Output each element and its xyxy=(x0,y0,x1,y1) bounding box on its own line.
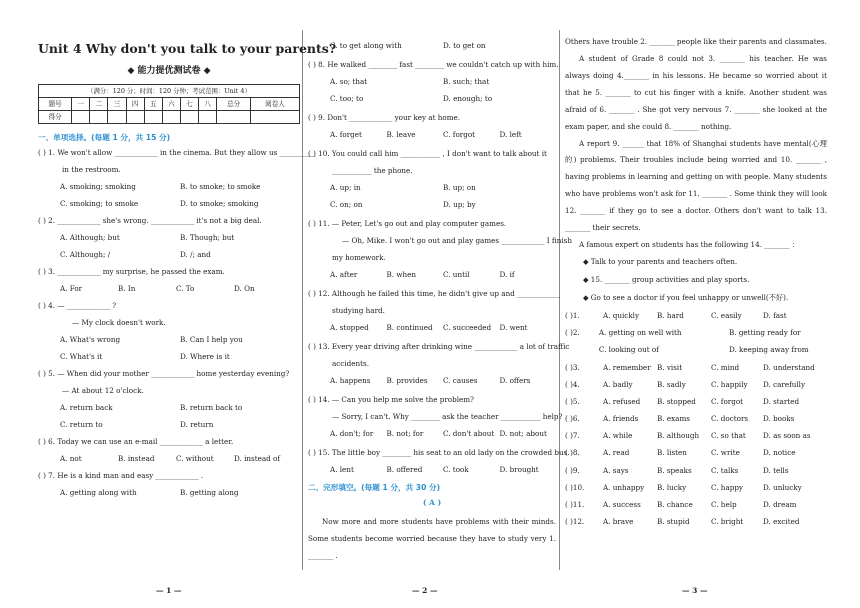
option: A. return back xyxy=(60,403,113,413)
score-cell xyxy=(217,110,251,123)
answer-option: A. quickly xyxy=(603,310,640,320)
option: B. not; for xyxy=(386,429,424,438)
q9-options xyxy=(308,130,556,139)
option: D. offers xyxy=(499,376,531,385)
answer-option: B. exams xyxy=(657,414,690,424)
question-13-cont: accidents. xyxy=(332,359,369,368)
question-8: ( ) 8. He walked ________ fast ________ we couldn't catch up with him. xyxy=(308,60,559,69)
answer-option: A. remember xyxy=(603,362,651,372)
answer-row xyxy=(565,380,827,389)
answer-option: B. although xyxy=(657,431,700,441)
option: C. causes xyxy=(443,376,478,385)
q5-options-cd xyxy=(38,420,300,429)
answer-row xyxy=(565,345,827,354)
page-title: Unit 4 Why don't you talk to your parents? xyxy=(38,41,337,56)
option: C. return to xyxy=(60,420,103,430)
option: D. not; about xyxy=(499,429,547,438)
q4-options-cd xyxy=(38,352,300,361)
q1-options-ab xyxy=(38,182,300,191)
answer-option: C. talks xyxy=(711,465,739,475)
answer-option: D. as soon as xyxy=(763,431,811,441)
passage-para-1: A student of Grade 8 could not 3. _______ his teacher. He was always doing 4._______ in his lessons. He became so worried about it that he 5. _______ to cut his finger with a knife. Another student was afraid of 6. _______ . She got very nervous 7. _______ she looked at the exam paper, and she could 8. _______ nothing. xyxy=(565,53,827,131)
answer-row xyxy=(565,363,827,372)
answer-row xyxy=(565,448,827,457)
answer-row xyxy=(565,311,827,320)
answer-option: ( )1. xyxy=(565,310,580,320)
option: A. after xyxy=(330,270,358,279)
question-6: ( ) 6. Today we can use an e-mail ____________ a letter. xyxy=(38,437,234,447)
q12-options xyxy=(308,323,556,332)
score-cell xyxy=(162,110,180,123)
answer-row xyxy=(565,431,827,440)
answer-option: C. bright xyxy=(711,517,744,527)
column-3 xyxy=(565,0,827,608)
passage-para-0: Others have trouble 2. _______ people like their parents and classmates. xyxy=(565,37,827,46)
q4-options-ab xyxy=(38,335,300,344)
option: C. without xyxy=(176,454,214,464)
question-12-cont: studying hard. xyxy=(332,306,385,315)
test-subtitle: ◆ 能力提优测试卷 ◆ xyxy=(127,65,211,76)
option: B. to smoke; to smoke xyxy=(180,182,261,192)
score-header-cell: 七 xyxy=(180,98,198,111)
answer-option: B. stupid xyxy=(657,517,690,527)
answer-option: A. says xyxy=(603,465,629,475)
score-table xyxy=(39,98,299,123)
score-cell xyxy=(126,110,144,123)
score-cell: 得分 xyxy=(39,110,72,123)
answer-option: D. keeping away from xyxy=(728,345,809,355)
answer-option: B. listen xyxy=(657,448,687,458)
question-9: ( ) 9. Don't ____________ your key at home. xyxy=(308,113,461,122)
answer-option: D. started xyxy=(763,396,800,406)
score-cell xyxy=(108,110,126,123)
option: C. until xyxy=(443,270,470,279)
score-cell xyxy=(199,110,217,123)
option: D. to get on xyxy=(443,41,486,50)
score-header-cell: 八 xyxy=(199,98,217,111)
answer-option: D. understand xyxy=(763,362,815,372)
option: D. if xyxy=(499,270,515,279)
option: D. up; by xyxy=(443,200,476,209)
answer-option: A. refused xyxy=(603,396,641,406)
option: B. up; on xyxy=(443,183,476,192)
answer-option: ( )7. xyxy=(565,431,580,441)
option: D. return xyxy=(180,420,214,430)
option: A. stopped xyxy=(330,323,369,332)
score-header-cell: 五 xyxy=(144,98,162,111)
answer-option: ( )5. xyxy=(565,396,580,406)
option: C. succeeded xyxy=(443,323,492,332)
answer-option: B. hard xyxy=(657,310,684,320)
option: A. so; that xyxy=(330,77,368,86)
answer-option: ( )6. xyxy=(565,414,580,424)
answer-option: B. sadly xyxy=(657,379,686,389)
answer-option: A. badly xyxy=(603,379,633,389)
answer-option: C. mind xyxy=(711,362,740,372)
answer-option: ( )12. xyxy=(565,517,585,527)
option: A. For xyxy=(60,284,83,294)
q13-options xyxy=(308,376,556,385)
question-11-cont: — Oh, Mike. I won't go out and play games ____________ I finish xyxy=(342,236,572,245)
answer-option: D. excited xyxy=(763,517,800,527)
answer-option: B. lucky xyxy=(657,482,687,492)
option: D. to smoke; smoking xyxy=(180,199,259,209)
question-11: ( ) 11. — Peter, Let's go out and play computer games. xyxy=(308,219,507,228)
answer-option: A. unhappy xyxy=(603,482,645,492)
score-header-cell: 六 xyxy=(162,98,180,111)
score-header-cell: 二 xyxy=(90,98,108,111)
advice-bullet-2: ◆ 15. _______ group activities and play sports. xyxy=(583,274,750,284)
answer-option: B. speaks xyxy=(657,465,692,475)
score-cell xyxy=(144,110,162,123)
question-3: ( ) 3. ____________ my surprise, he passed the exam. xyxy=(38,267,225,277)
question-15: ( ) 15. The little boy ________ his seat to an old lady on the crowded bus. xyxy=(308,448,570,457)
question-1: ( ) 1. We won't allow ____________ in the cinema. But they allow us __________ xyxy=(38,148,316,158)
option: A. lent xyxy=(330,465,354,474)
answer-option: B. chance xyxy=(657,500,693,510)
answer-option: B. visit xyxy=(657,362,683,372)
q11-options xyxy=(308,270,556,279)
score-cell xyxy=(251,110,299,123)
question-1-cont: in the restroom. xyxy=(62,165,121,175)
q1-options-cd xyxy=(38,199,300,208)
answer-option: D. fast xyxy=(763,310,787,320)
answer-option: ( )10. xyxy=(565,482,585,492)
option: D. left xyxy=(499,130,522,139)
page-number-1: — 1 — xyxy=(156,586,182,595)
question-10-cont: ___________ the phone. xyxy=(332,166,413,175)
question-2: ( ) 2. ____________ she's wrong. ____________ it's not a big deal. xyxy=(38,216,262,226)
option: A. getting along with xyxy=(60,488,137,498)
option: B. getting along xyxy=(180,488,239,498)
answer-option: A. while xyxy=(603,431,633,441)
option: B. Can I help you xyxy=(180,335,243,345)
option: A. happens xyxy=(330,376,371,385)
question-7: ( ) 7. He is a kind man and easy ____________ . xyxy=(38,471,204,481)
q5-options-ab xyxy=(38,403,300,412)
answer-option: D. notice xyxy=(763,448,796,458)
page-number-2: — 2 — xyxy=(412,586,438,595)
question-14: ( ) 14. — Can you help me solve the problem? xyxy=(308,395,474,404)
question-4: ( ) 4. — ____________ ? xyxy=(38,301,117,311)
option: B. provides xyxy=(386,376,428,385)
q10-options-cd xyxy=(308,200,556,209)
option: D. instead of xyxy=(234,454,280,464)
answer-option: D. carefully xyxy=(763,379,806,389)
answer-option: A. getting on well with xyxy=(598,328,682,338)
passage-para-3: A famous expert on students has the following 14. _______ ： xyxy=(579,240,799,250)
option: D. went xyxy=(499,323,528,332)
score-header-cell: 总分 xyxy=(217,98,251,111)
answer-option: C. looking out of xyxy=(598,345,659,355)
score-header-cell: 题号 xyxy=(39,98,72,111)
q7-options-cd xyxy=(308,41,556,50)
exam-note: （满分：120 分；时间：120 分钟；考试范围：Unit 4） xyxy=(39,85,299,98)
score-header-cell: 四 xyxy=(126,98,144,111)
answer-option: C. easily xyxy=(711,310,742,320)
q6-options xyxy=(38,454,300,463)
score-header-cell: 一 xyxy=(72,98,90,111)
option: A. What's wrong xyxy=(60,335,121,345)
column-2 xyxy=(308,0,572,608)
score-header-cell: 三 xyxy=(108,98,126,111)
question-5-cont: — At about 12 o'clock. xyxy=(62,386,144,396)
option: C. forgot xyxy=(443,130,476,139)
answer-options xyxy=(565,311,827,526)
answer-row xyxy=(565,414,827,423)
option: C. What's it xyxy=(60,352,103,362)
answer-option: C. so that xyxy=(711,431,746,441)
answer-option xyxy=(565,345,599,354)
option: B. offered xyxy=(386,465,423,474)
answer-row xyxy=(565,483,827,492)
answer-option: C. doctors xyxy=(711,414,749,424)
advice-bullet-1: ◆ Talk to your parents and teachers often. xyxy=(583,256,738,266)
option: B. Though; but xyxy=(180,233,235,243)
answer-option: ( )3. xyxy=(565,362,580,372)
answer-row xyxy=(565,328,827,337)
option: C. smoking; to smoke xyxy=(60,199,139,209)
answer-row xyxy=(565,517,827,526)
answer-option: A. read xyxy=(603,448,630,458)
passage-para-2: A report 9. ______ that 18% of Shanghai students have mental(心理的) problems. Their troubles include being worried and 10. _______ , having problems in learning and getting on with people. Many students who have problems won't ask for 11. _______ . Some think they will look 12. _______ if they go to see a doctor. Others don't want to talk 13. _______ their secrets. xyxy=(565,138,827,233)
score-cell xyxy=(90,110,108,123)
q2-options-cd xyxy=(38,250,300,259)
q2-options-ab xyxy=(38,233,300,242)
advice-bullet-3: ◆ Go to see a doctor if you feel unhappy or unwell(不好). xyxy=(583,292,789,302)
option: C. too; to xyxy=(330,94,364,103)
answer-row xyxy=(565,466,827,475)
score-box xyxy=(38,84,300,124)
question-14-cont: — Sorry, I can't. Why ________ ask the teacher ___________ help? xyxy=(332,412,563,421)
option: C. To xyxy=(176,284,195,294)
question-11-cont2: my homework. xyxy=(332,253,386,262)
answer-option: A. friends xyxy=(603,414,639,424)
option: D. enough; to xyxy=(443,94,493,103)
option: B. In xyxy=(118,284,136,294)
question-10: ( ) 10. You could call him ___________ , I don't want to talk about it xyxy=(308,149,547,158)
answer-option: C. help xyxy=(711,500,737,510)
answer-option: ( )8. xyxy=(565,448,580,458)
option: A. smoking; smoking xyxy=(60,182,136,192)
option: D. /; and xyxy=(180,250,211,260)
option: B. return back to xyxy=(180,403,243,413)
answer-option: C. forgot xyxy=(711,396,744,406)
option: B. such; that xyxy=(443,77,490,86)
option: B. instead xyxy=(118,454,155,464)
option: C. took xyxy=(443,465,469,474)
option: B. continued xyxy=(386,323,433,332)
question-5: ( ) 5. — When did your mother ____________ home yesterday evening? xyxy=(38,369,290,379)
answer-option: D. unlucky xyxy=(763,482,802,492)
q15-options xyxy=(308,465,556,474)
column-1 xyxy=(38,0,337,608)
option: C. don't about xyxy=(443,429,495,438)
score-cell xyxy=(180,110,198,123)
answer-option: ( )4. xyxy=(565,379,580,389)
question-4-cont: — My clock doesn't work. xyxy=(72,318,166,328)
question-12: ( ) 12. Although he failed this time, he didn't give up and ____________ xyxy=(308,289,561,298)
option: C. to get along with xyxy=(330,41,402,50)
option: B. leave xyxy=(386,130,416,139)
section-1-title: 一、单项选择。(每题 1 分，共 15 分) xyxy=(38,132,171,142)
answer-option: ( )11. xyxy=(565,500,585,510)
q3-options xyxy=(38,284,300,293)
score-cell xyxy=(72,110,90,123)
option: D. Where is it xyxy=(180,352,230,362)
q10-options-ab xyxy=(308,183,556,192)
answer-option: A. brave xyxy=(603,517,634,527)
answer-option: D. tells xyxy=(763,465,789,475)
answer-option: ( )2. xyxy=(565,328,580,338)
option: A. don't; for xyxy=(330,429,374,438)
answer-option: C. happily xyxy=(711,379,748,389)
q8-options-ab xyxy=(308,77,556,86)
question-13: ( ) 13. Every year driving after drinking wine ____________ a lot of traffic xyxy=(308,342,570,351)
section-2-title: 二、完形填空。(每题 1 分，共 30 分) xyxy=(308,483,441,492)
option: A. Although; but xyxy=(60,233,120,243)
answer-option: B. stopped xyxy=(657,396,696,406)
answer-option: D. books xyxy=(763,414,795,424)
q8-options-cd xyxy=(308,94,556,103)
answer-option: D. dream xyxy=(763,500,797,510)
option: B. when xyxy=(386,270,417,279)
q14-options xyxy=(308,429,556,438)
option: D. On xyxy=(234,284,255,294)
answer-option: ( )9. xyxy=(565,465,580,475)
part-a-label: ( A ) xyxy=(422,498,442,508)
q7-options-ab xyxy=(38,488,300,497)
answer-option: A. success xyxy=(603,500,641,510)
option: A. not xyxy=(60,454,82,464)
score-header-cell: 阅卷人 xyxy=(251,98,299,111)
option: A. up; in xyxy=(330,183,361,192)
answer-option: B. getting ready for xyxy=(728,328,801,338)
answer-option: C. happy xyxy=(711,482,743,492)
passage-start: Now more and more students have problems with their minds. Some students become worried because they have to study very 1. _______ . xyxy=(308,516,556,560)
answer-option: C. write xyxy=(711,448,740,458)
answer-row xyxy=(565,397,827,406)
option: C. Although; / xyxy=(60,250,111,260)
option: C. on; on xyxy=(330,200,363,209)
option: A. forget xyxy=(330,130,362,139)
option: D. brought xyxy=(499,465,539,474)
answer-row xyxy=(565,500,827,509)
page-number-3: — 3 — xyxy=(682,586,708,595)
